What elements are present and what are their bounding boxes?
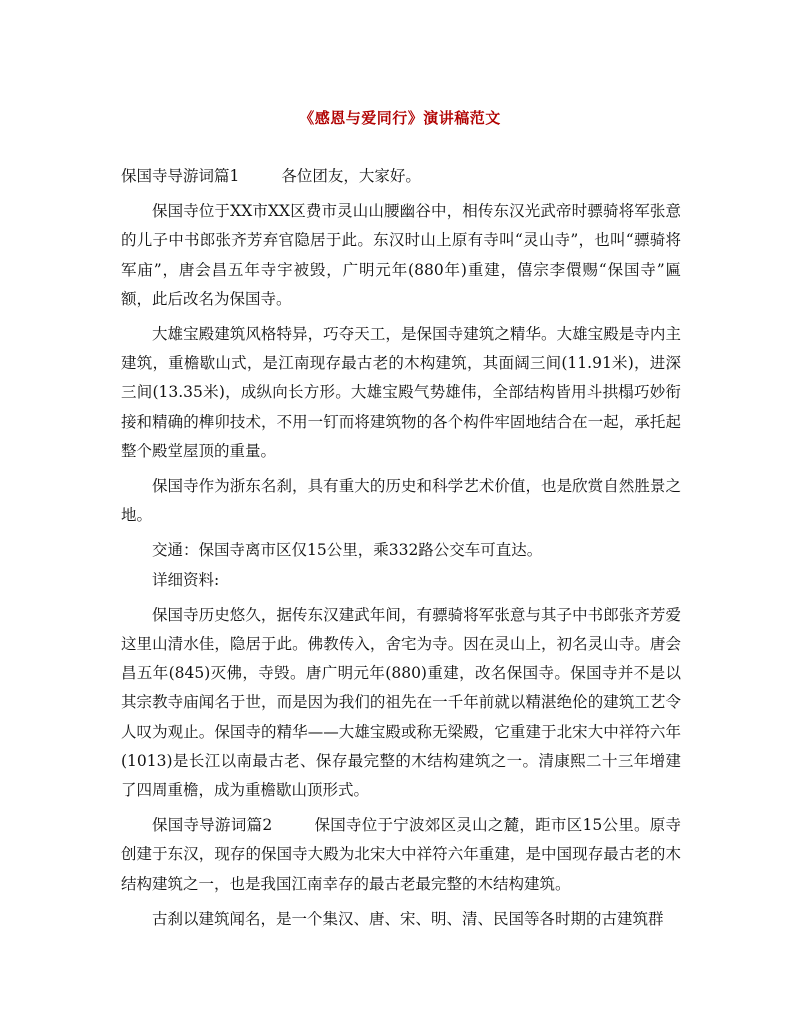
paragraph-main-hall: 大雄宝殿建筑风格特异，巧夺天工，是保国寺建筑之精华。大雄宝殿是寺内主建筑，重檐歇山式，是江南现存最古老的木构建筑，其面阔三间(11.91米)，进深三间(13.35米)，成纵向长方形。大雄宝殿气势雄伟，全部结构皆用斗拱榻巧妙衔接和精确的榫卯技术，不用一钉而将建筑物的各个构件牢固地结合在一起，承托起整个殿堂屋顶的重量。 <box>121 325 681 460</box>
paragraph-location: 保国寺位于XX市XX区费市灵山山腰幽谷中，相传东汉光武帝时骠骑将军张意的儿子中书郎张齐芳弃官隐居于此。东汉时山上原有寺叫“灵山寺”，也叫“骠骑将军庙”，唐会昌五年寺宇被毁，广明元年(880年)重建，僖宗李儇赐“保国寺”匾额，此后改名为保国寺。 <box>121 202 681 308</box>
section-heading-2: 保国寺导游词篇2 <box>152 816 273 835</box>
paragraph-section-2 <box>121 811 681 899</box>
paragraph-details-label: 详细资料: <box>152 570 220 589</box>
document-title: 《感恩与爱同行》演讲稿范文 <box>299 109 501 127</box>
section-heading-1: 保国寺导游词篇1 <box>121 167 240 185</box>
paragraph-history: 保国寺历史悠久，据传东汉建武年间，有骠骑将军张意与其子中书郎张齐芳爱这里山清水佳，隐居于此。佛教传入，舍宅为寺。因在灵山上，初名灵山寺。唐会昌五年(845)灭佛，寺毁。唐广明元年(880)重建，改名保国寺。保国寺并不是以其宗教寺庙闻名于世，而是因为我们的祖先在一千年前就以精湛绝伦的建筑工艺令人叹为观止。保国寺的精华——大雄宝殿或称无梁殿，它重建于北宋大中祥符六年(1013)是长江以南最古老、保存最完整的木结构建筑之一。清康熙二十三年增建了四周重檐，成为重檐歇山顶形式。 <box>121 605 681 800</box>
document-body <box>121 162 681 934</box>
paragraph-architecture: 古刹以建筑闻名，是一个集汉、唐、宋、明、清、民国等各时期的古建筑群 <box>152 909 664 928</box>
section-2-text: 保国寺位于宁波郊区灵山之麓，距市区15公里。原寺创建于东汉，现存的保国寺大殿为北宋大中祥符六年重建，是中国现存最古老的木结构建筑之一，也是我国江南幸存的最古老最完整的木结构建筑。 <box>121 816 681 893</box>
paragraph-value: 保国寺作为浙东名刹，具有重大的历史和科学艺术价值，也是欣赏自然胜景之地。 <box>121 477 681 525</box>
paragraph-intro <box>121 162 681 191</box>
greeting-text: 各位团友，大家好。 <box>281 167 421 185</box>
paragraph-transport: 交通：保国寺离市区仅15公里，乘332路公交车可直达。 <box>152 541 543 560</box>
